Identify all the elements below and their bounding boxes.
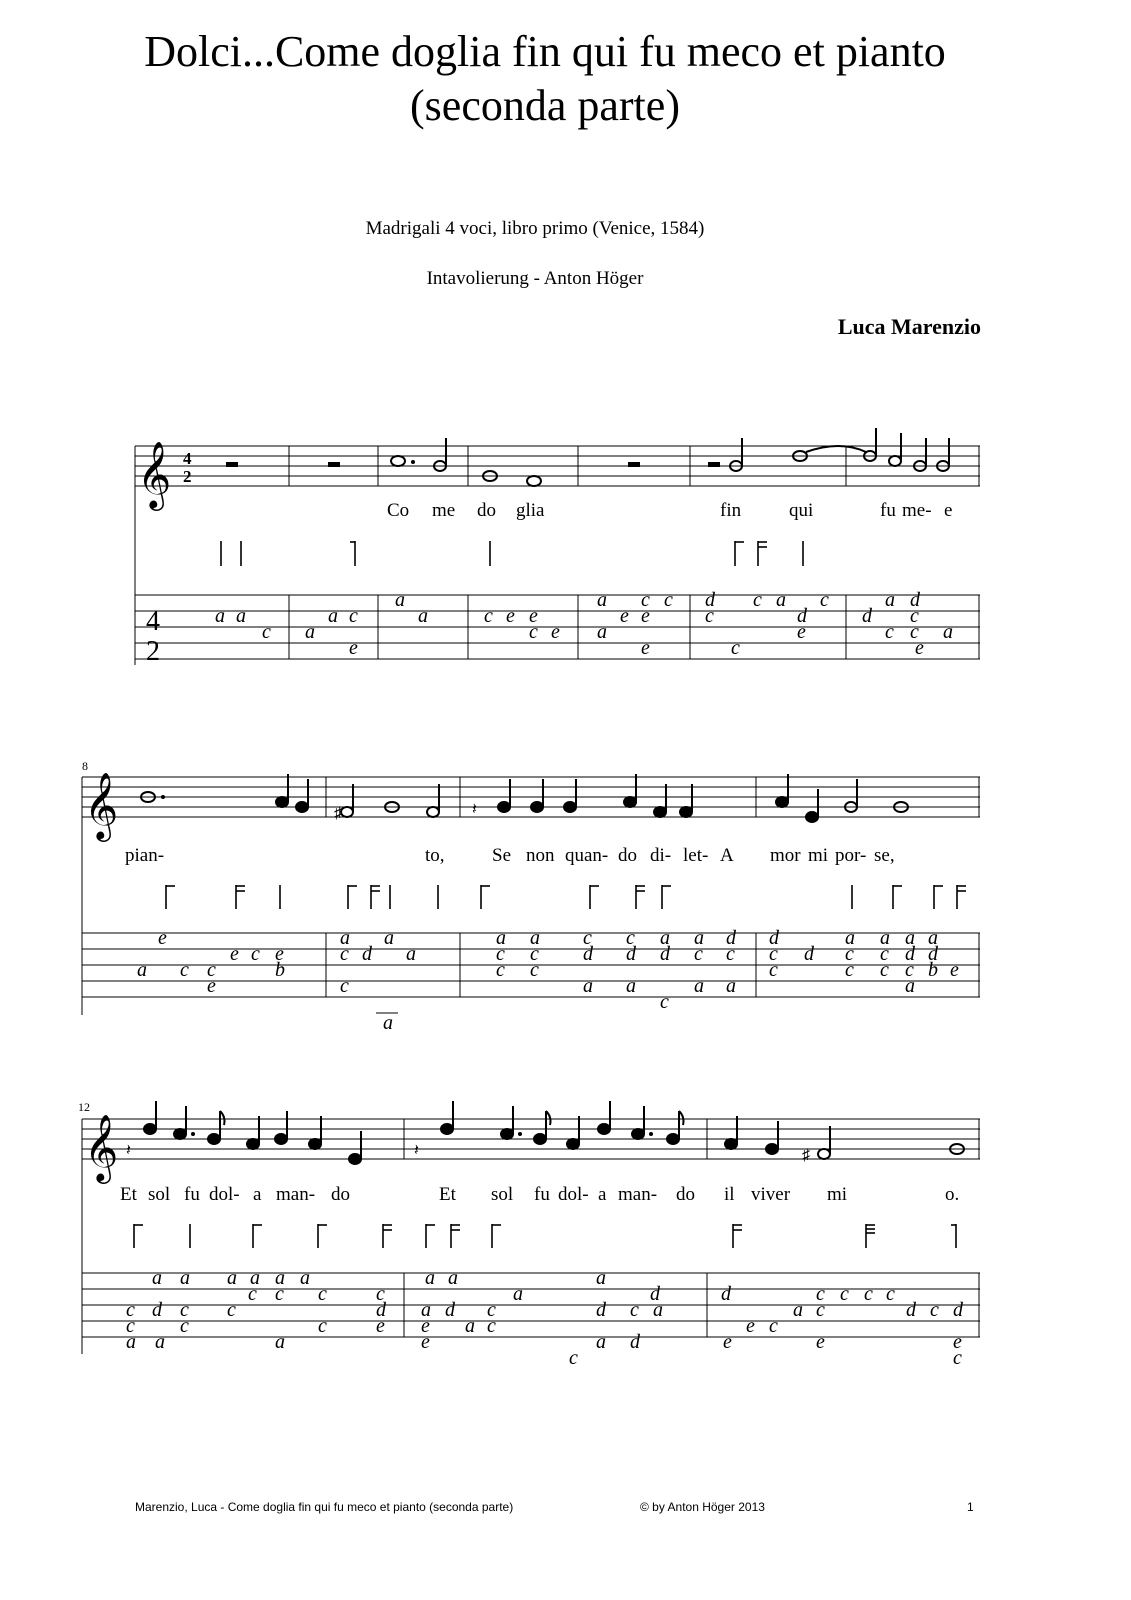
tab-letter: a	[418, 605, 428, 627]
tab-letter: e	[620, 605, 629, 627]
note	[144, 1124, 156, 1134]
note	[654, 807, 666, 817]
tab-letter: e	[529, 605, 538, 627]
tab-letter: c	[694, 943, 703, 965]
tab-letter: e	[421, 1331, 430, 1353]
tab-letter: d	[721, 1283, 731, 1305]
lyric: o.	[945, 1184, 960, 1205]
tab-letter: a	[885, 589, 895, 611]
tie	[806, 446, 866, 452]
quarter-rest: 𝄽	[126, 1142, 131, 1159]
tab-letter: e	[746, 1315, 755, 1337]
lyric: pian-	[125, 845, 165, 866]
lyric: viver	[751, 1184, 791, 1205]
note	[632, 1129, 644, 1139]
tab-letter: c	[626, 927, 635, 949]
lyric: a	[598, 1184, 607, 1205]
note	[391, 456, 405, 466]
treble-clef: 𝄞	[84, 771, 119, 839]
tab-letter: c	[487, 1299, 496, 1321]
note	[776, 797, 788, 807]
tab-letter: c	[496, 959, 505, 981]
tab-letter: c	[840, 1283, 849, 1305]
tab-letter: c	[126, 1299, 135, 1321]
tab-letter: e	[506, 605, 515, 627]
lyric: me	[432, 500, 456, 521]
tab-letter: c	[753, 589, 762, 611]
tab-letter: c	[664, 589, 673, 611]
lyric: Et	[439, 1184, 456, 1205]
note	[725, 1139, 737, 1149]
tab-letter: c	[845, 959, 854, 981]
time-sig-top: 4	[183, 449, 192, 468]
lyric: A	[720, 845, 734, 866]
lyric: fin	[720, 500, 742, 521]
tab-letter: a	[793, 1299, 803, 1321]
note	[889, 456, 901, 466]
note	[818, 1149, 830, 1159]
tab-letter: a	[305, 621, 315, 643]
half-rest	[328, 462, 340, 467]
tab-letter: c	[569, 1347, 578, 1369]
tab-letter: c	[180, 1315, 189, 1337]
note	[276, 797, 288, 807]
lyric: do	[676, 1184, 695, 1205]
tab-letter: d	[583, 943, 593, 965]
tab-letter: e	[349, 637, 358, 659]
tab-letter: a	[421, 1299, 431, 1321]
half-rest	[628, 462, 640, 467]
tab-letter: a	[905, 975, 915, 997]
tab-letter: d	[705, 589, 715, 611]
tab-letter: c	[769, 1315, 778, 1337]
tab-letter: d	[797, 605, 807, 627]
note	[667, 1134, 679, 1144]
lyric: do	[331, 1184, 350, 1205]
half-rest	[226, 462, 238, 467]
tab-letter: e	[207, 975, 216, 997]
tab-letter: a	[383, 1012, 393, 1034]
sharp-sign: ♯	[802, 1147, 810, 1164]
tab-letter: a	[660, 927, 670, 949]
tab-letter: d	[630, 1331, 640, 1353]
tab-letter: c	[731, 637, 740, 659]
tab-letter: c	[886, 1283, 895, 1305]
tab-letter: c	[930, 1299, 939, 1321]
tab-letter: d	[804, 943, 814, 965]
tab-time-sig-top: 4	[146, 606, 160, 637]
tab-letter: b	[928, 959, 938, 981]
tab-letter: c	[885, 621, 894, 643]
tab-letter: e	[421, 1315, 430, 1337]
tab-letter: e	[797, 621, 806, 643]
lyric: di-	[650, 845, 672, 866]
tab-letter: c	[953, 1347, 962, 1369]
note	[427, 807, 439, 817]
tab-letter: a	[395, 589, 405, 611]
lyric: man-	[276, 1184, 316, 1205]
tab-letter: a	[215, 605, 225, 627]
tab-letter: c	[207, 959, 216, 981]
measure-number: 8	[82, 759, 88, 773]
tab-letter: e	[551, 621, 560, 643]
tab-letter: d	[905, 943, 915, 965]
note	[806, 812, 818, 822]
tab-letter: b	[275, 959, 285, 981]
note	[349, 1154, 361, 1164]
tab-letter: c	[880, 959, 889, 981]
tab-letter: c	[487, 1315, 496, 1337]
tab-letter: a	[384, 927, 394, 949]
tab-letter: a	[236, 605, 246, 627]
lyric: qui	[789, 500, 814, 521]
note	[564, 802, 576, 812]
lyric: Co	[387, 500, 410, 521]
tab-letter: a	[530, 927, 540, 949]
tab-letter: c	[180, 959, 189, 981]
tab-letter: a	[300, 1267, 310, 1289]
tab-letter: c	[769, 959, 778, 981]
arranger-credit: Intavolierung - Anton Höger	[426, 268, 644, 289]
footer-title: Marenzio, Luca - Come doglia fin qui fu meco et pianto (seconda parte)	[135, 1500, 514, 1514]
tab-letter: e	[723, 1331, 732, 1353]
tab-letter: c	[816, 1299, 825, 1321]
tab-letter: d	[376, 1299, 386, 1321]
tab-letter: a	[653, 1299, 663, 1321]
tab-letter: c	[496, 943, 505, 965]
composer-name: Luca Marenzio	[837, 314, 981, 339]
sharp-sign: ♯	[334, 805, 342, 822]
tab-letter: a	[448, 1267, 458, 1289]
tab-letter: a	[137, 959, 147, 981]
page-title: Dolci...Come doglia fin qui fu meco et pianto	[144, 27, 946, 76]
half-rest	[708, 462, 720, 467]
tab-letter: e	[376, 1315, 385, 1337]
tab-letter: d	[362, 943, 372, 965]
note	[174, 1129, 186, 1139]
tab-letter: c	[484, 605, 493, 627]
staff-lines	[82, 1119, 980, 1354]
note	[247, 1139, 259, 1149]
note	[567, 1139, 579, 1149]
tab-letter: c	[349, 605, 358, 627]
tab-letter: c	[641, 589, 650, 611]
lyric: dol-	[558, 1184, 589, 1205]
note	[309, 1139, 321, 1149]
system-3	[78, 1100, 980, 1369]
tab-letter: a	[250, 1267, 260, 1289]
tab-letter: a	[275, 1267, 285, 1289]
lyric: il	[724, 1184, 735, 1205]
note	[498, 802, 510, 812]
tab-letter: a	[425, 1267, 435, 1289]
quarter-rest: 𝄽	[414, 1142, 419, 1159]
tab-letter: a	[596, 1331, 606, 1353]
tab-letter: a	[152, 1267, 162, 1289]
system-1	[135, 428, 980, 667]
tab-letter: c	[820, 589, 829, 611]
tab-letter: a	[726, 975, 736, 997]
tab-letter: d	[626, 943, 636, 965]
tab-letter: d	[953, 1299, 963, 1321]
lyric: me-	[902, 500, 932, 521]
lyric: mor	[770, 845, 801, 866]
tab-letter: a	[880, 927, 890, 949]
tab-letter: a	[340, 927, 350, 949]
lyric: dol-	[209, 1184, 240, 1205]
tab-letter: c	[248, 1283, 257, 1305]
time-sig-bottom: 2	[183, 467, 192, 486]
source-info: Madrigali 4 voci, libro primo (Venice, 1584)	[365, 218, 705, 239]
lyric: mi	[827, 1184, 848, 1205]
note	[501, 1129, 513, 1139]
tab-letter: d	[862, 605, 872, 627]
treble-clef: 𝄞	[137, 440, 172, 508]
note	[534, 1134, 546, 1144]
tab-letter: a	[776, 589, 786, 611]
tab-letter: d	[596, 1299, 606, 1321]
lyric: por-	[835, 845, 867, 866]
tab-letter: a	[328, 605, 338, 627]
tab-letter: c	[864, 1283, 873, 1305]
tab-letter: c	[660, 991, 669, 1013]
lyric: mi	[808, 845, 829, 866]
note	[208, 1134, 220, 1144]
tab-letter: c	[880, 943, 889, 965]
page-subtitle: (seconda parte)	[410, 81, 680, 130]
tab-letter: c	[340, 943, 349, 965]
lyric: sol	[148, 1184, 171, 1205]
note	[598, 1124, 610, 1134]
lyric: non	[526, 845, 555, 866]
tab-letter: c	[126, 1315, 135, 1337]
lyric: Et	[120, 1184, 137, 1205]
tab-letter: d	[726, 927, 736, 949]
lyric: glia	[516, 500, 545, 521]
tab-letter: a	[583, 975, 593, 997]
lyric: Se	[492, 845, 511, 866]
tab-letter: a	[227, 1267, 237, 1289]
tab-letter: c	[318, 1283, 327, 1305]
tab-letter: a	[126, 1331, 136, 1353]
note	[624, 797, 636, 807]
note	[531, 802, 543, 812]
tab-letter: e	[641, 637, 650, 659]
tab-letter: d	[650, 1283, 660, 1305]
lyric: do	[618, 845, 637, 866]
tab-letter: c	[630, 1299, 639, 1321]
tab-letter: a	[928, 927, 938, 949]
tab-letter: c	[227, 1299, 236, 1321]
tab-time-sig-bottom: 2	[146, 636, 160, 667]
lyric: fu	[534, 1184, 550, 1205]
note	[680, 807, 692, 817]
tab-letter: d	[152, 1299, 162, 1321]
tab-letter: a	[275, 1331, 285, 1353]
note	[341, 807, 353, 817]
tab-letter: d	[769, 927, 779, 949]
lyric: to,	[425, 845, 445, 866]
note	[441, 1124, 453, 1134]
tab-letter: c	[769, 943, 778, 965]
tab-letter: e	[641, 605, 650, 627]
tab-letter: c	[180, 1299, 189, 1321]
tab-letter: e	[816, 1331, 825, 1353]
tab-letter: a	[496, 927, 506, 949]
tab-letter: c	[251, 943, 260, 965]
lyric: fu	[880, 500, 896, 521]
tab-letter: c	[845, 943, 854, 965]
lyric: fu	[184, 1184, 200, 1205]
tab-letter: c	[905, 959, 914, 981]
tab-letter: a	[596, 1267, 606, 1289]
tab-letter: a	[155, 1331, 165, 1353]
lyric: e	[944, 500, 953, 521]
tab-letter: e	[950, 959, 959, 981]
tab-letter: d	[928, 943, 938, 965]
tab-letter: c	[275, 1283, 284, 1305]
tab-letter: a	[465, 1315, 475, 1337]
tab-letter: c	[705, 605, 714, 627]
tab-letter: e	[275, 943, 284, 965]
tab-letter: e	[158, 927, 167, 949]
treble-clef: 𝄞	[84, 1113, 119, 1181]
tab-letter: e	[953, 1331, 962, 1353]
tab-letter: c	[529, 621, 538, 643]
tab-letter: c	[376, 1283, 385, 1305]
tab-letter: c	[318, 1315, 327, 1337]
lyric: quan-	[565, 845, 609, 866]
measure-number: 12	[78, 1100, 90, 1114]
footer-copyright: © by Anton Höger 2013	[640, 1500, 765, 1514]
tab-letter: c	[816, 1283, 825, 1305]
tab-letter: c	[910, 621, 919, 643]
note	[275, 1134, 287, 1144]
note	[766, 1144, 778, 1154]
tab-letter: c	[910, 605, 919, 627]
tab-letter: a	[626, 975, 636, 997]
quarter-rest: 𝄽	[472, 801, 477, 818]
tab-letter: e	[915, 637, 924, 659]
tab-letter: e	[230, 943, 239, 965]
tab-letter: a	[905, 927, 915, 949]
note	[296, 802, 308, 812]
tab-letter: c	[340, 975, 349, 997]
tab-letter: a	[597, 589, 607, 611]
lyric: let-	[683, 845, 709, 866]
tab-letter: d	[910, 589, 920, 611]
lyric: sol	[491, 1184, 514, 1205]
tab-letter: a	[694, 975, 704, 997]
tab-letter: c	[530, 959, 539, 981]
tab-letter: c	[726, 943, 735, 965]
system-2	[82, 759, 980, 1034]
tab-letter: d	[660, 943, 670, 965]
note	[527, 476, 541, 486]
tab-letter: a	[943, 621, 953, 643]
tab-letter: a	[845, 927, 855, 949]
tab-letter: a	[180, 1267, 190, 1289]
lyric: a	[253, 1184, 262, 1205]
tab-letter: a	[513, 1283, 523, 1305]
tab-letter: d	[445, 1299, 455, 1321]
lyric: se,	[874, 845, 895, 866]
lyric: do	[477, 500, 496, 521]
tab-letter: a	[406, 943, 416, 965]
tab-letter: c	[583, 927, 592, 949]
lyric: man-	[618, 1184, 658, 1205]
page-number: 1	[967, 1500, 974, 1514]
tab-letter: a	[694, 927, 704, 949]
tab-letter: c	[530, 943, 539, 965]
tab-letter: d	[906, 1299, 916, 1321]
tab-letter: a	[597, 621, 607, 643]
tab-letter: c	[262, 621, 271, 643]
